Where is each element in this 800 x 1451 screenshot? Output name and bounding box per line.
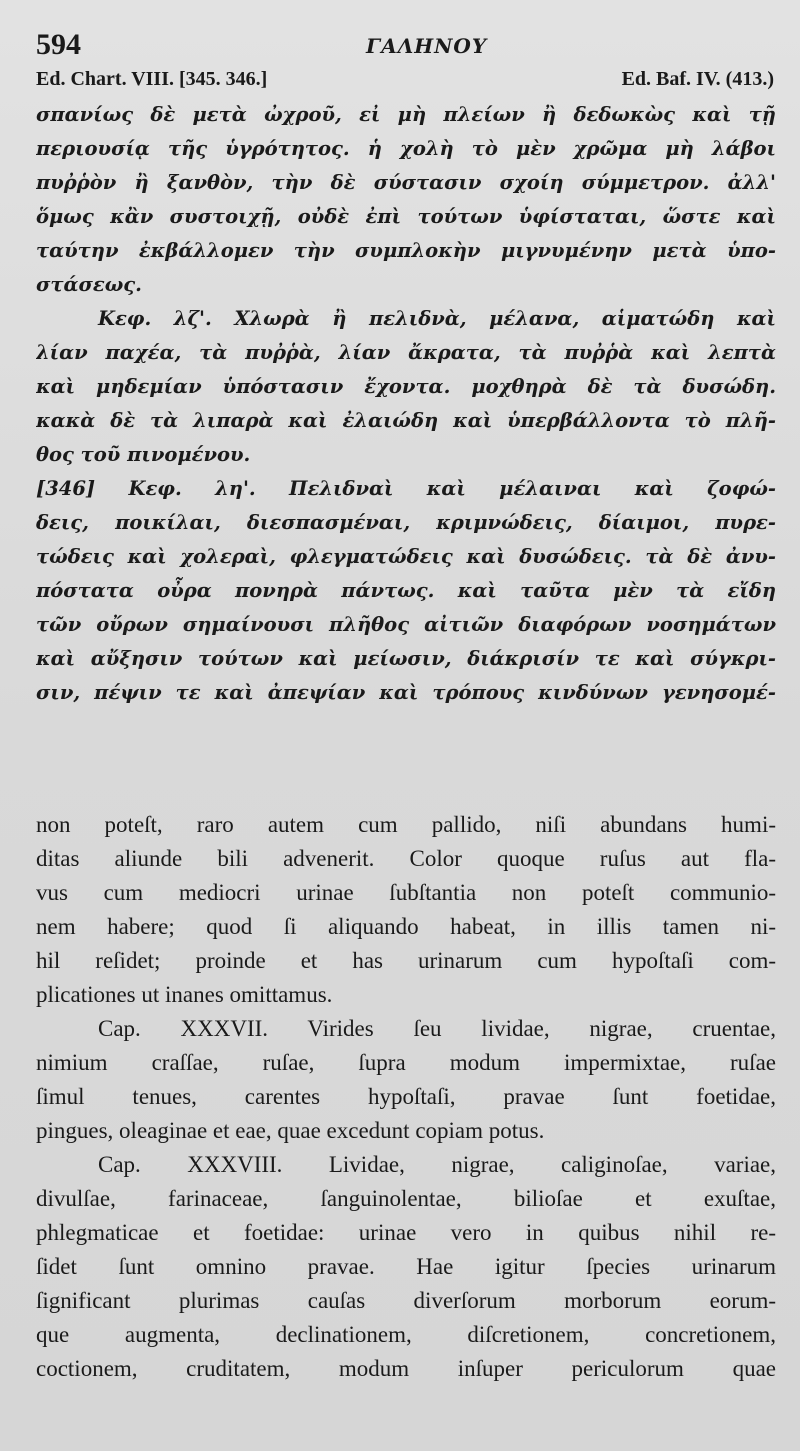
greek-text-block (36, 98, 776, 710)
greek-text-line: τώδεις καὶ χολεραὶ, φλεγματώδεις καὶ δυσώδεις. τὰ δὲ ἀνυ- (36, 545, 776, 568)
edition-reference-left: Ed. Chart. VIII. [345. 346.] (36, 68, 268, 90)
latin-text-line: ſimul tenues, carentes hypoſtaſi, pravae ſunt foetidae, (36, 1084, 776, 1109)
latin-text-line: que augmenta, declinationem, diſcretionem, concretionem, (36, 1322, 776, 1347)
greek-text-line: θος τοῦ πινομένου. (36, 443, 251, 466)
latin-text-line: ſignificant plurimas cauſas diverſorum morborum eorum- (36, 1288, 776, 1313)
latin-text-line: nimium craſſae, ruſae, ſupra modum impermixtae, ruſae (36, 1050, 776, 1075)
edition-reference-right: Ed. Baf. IV. (413.) (621, 68, 774, 90)
latin-text-line: Cap. XXXVII. Virides ſeu lividae, nigrae, cruentae, (98, 1016, 776, 1041)
greek-text-line: [346] Κεφ. λη'. Πελιδναὶ καὶ μέλαιναι καὶ ζοφώ- (36, 477, 776, 500)
latin-text-line: ditas aliunde bili advenerit. Color quoque ruſus aut fla- (36, 846, 776, 871)
greek-text-line: δεις, ποικίλαι, διεσπασμέναι, κριμνώδεις, δίαιμοι, πυρε- (36, 511, 776, 534)
greek-text-line: ταύτην ἐκβάλλομεν τὴν συμπλοκὴν μιγνυμένην μετὰ ὑπο- (36, 239, 776, 262)
latin-text-block (36, 808, 776, 1386)
latin-text-line: non poteſt, raro autem cum pallido, niſi abundans humi- (36, 812, 776, 837)
latin-text-line: plicationes ut inanes omittamus. (36, 982, 333, 1007)
latin-text-line: hil reſidet; proinde et has urinarum cum hypoſtaſi com- (36, 948, 776, 973)
latin-text-line: nem habere; quod ſi aliquando habeat, in illis tamen ni- (36, 914, 776, 939)
greek-text-line: τῶν οὔρων σημαίνουσι πλῆθος αἰτιῶν διαφόρων νοσημάτων (36, 613, 776, 636)
edition-reference-row (36, 68, 774, 98)
latin-text-line: pingues, oleaginae et eae, quae excedunt copiam potus. (36, 1118, 545, 1143)
latin-text-line: ſidet ſunt omnino pravae. Hae igitur ſpecies urinarum (36, 1254, 776, 1279)
greek-text-line: κακὰ δὲ τὰ λιπαρὰ καὶ ἐλαιώδη καὶ ὑπερβάλλοντα τὸ πλῆ- (36, 409, 776, 432)
greek-text-line: Κεφ. λζ'. Χλωρὰ ἢ πελιδνὰ, μέλανα, αἱματώδη καὶ (98, 307, 776, 330)
greek-text-line: σπανίως δὲ μετὰ ὠχροῦ, εἰ μὴ πλείων ἢ δεδωκὼς καὶ τῇ (36, 103, 776, 126)
latin-text-line: Cap. XXXVIII. Lividae, nigrae, caliginoſae, variae, (98, 1152, 776, 1177)
latin-text-line: vus cum mediocri urinae ſubſtantia non poteſt communio- (36, 880, 776, 905)
latin-text-line: divulſae, farinaceae, ſanguinolentae, bilioſae et exuſtae, (36, 1186, 776, 1211)
greek-text-line: καὶ αὔξησιν τούτων καὶ μείωσιν, διάκρισίν τε καὶ σύγκρι- (36, 647, 776, 670)
greek-text-line: στάσεως. (36, 273, 142, 296)
greek-text-line: καὶ μηδεμίαν ὑπόστασιν ἔχοντα. μοχθηρὰ δὲ τὰ δυσώδη. (36, 375, 776, 398)
greek-text-line: πόστατα οὖρα πονηρὰ πάντως. καὶ ταῦτα μὲν τὰ εἴδη (36, 579, 776, 602)
latin-text-line: phlegmaticae et foetidae: urinae vero in quibus nihil re- (36, 1220, 776, 1245)
running-title: ΓΑΛΗΝΟΥ (366, 34, 488, 58)
greek-text-line: σιν, πέψιν τε καὶ ἀπεψίαν καὶ τρόπους κινδύνων γενησομέ- (36, 681, 776, 704)
latin-text-line: coctionem, cruditatem, modum inſuper periculorum quae (36, 1356, 776, 1381)
greek-text-line: λίαν παχέα, τὰ πυῤῥὰ, λίαν ἄκρατα, τὰ πυῤῥὰ καὶ λεπτὰ (36, 341, 776, 364)
greek-text-line: περιουσίᾳ τῆς ὑγρότητος. ἡ χολὴ τὸ μὲν χρῶμα μὴ λάβοι (36, 137, 776, 160)
greek-text-line: πυῤῥὸν ἢ ξανθὸν, τὴν δὲ σύστασιν σχοίη σύμμετρον. ἀλλ' (36, 171, 776, 194)
page-header (36, 28, 776, 68)
page-number: 594 (36, 28, 81, 61)
greek-text-line: ὅμως κἂν συστοιχῇ, οὐδὲ ἐπὶ τούτων ὑφίσταται, ὥστε καὶ (36, 205, 776, 228)
